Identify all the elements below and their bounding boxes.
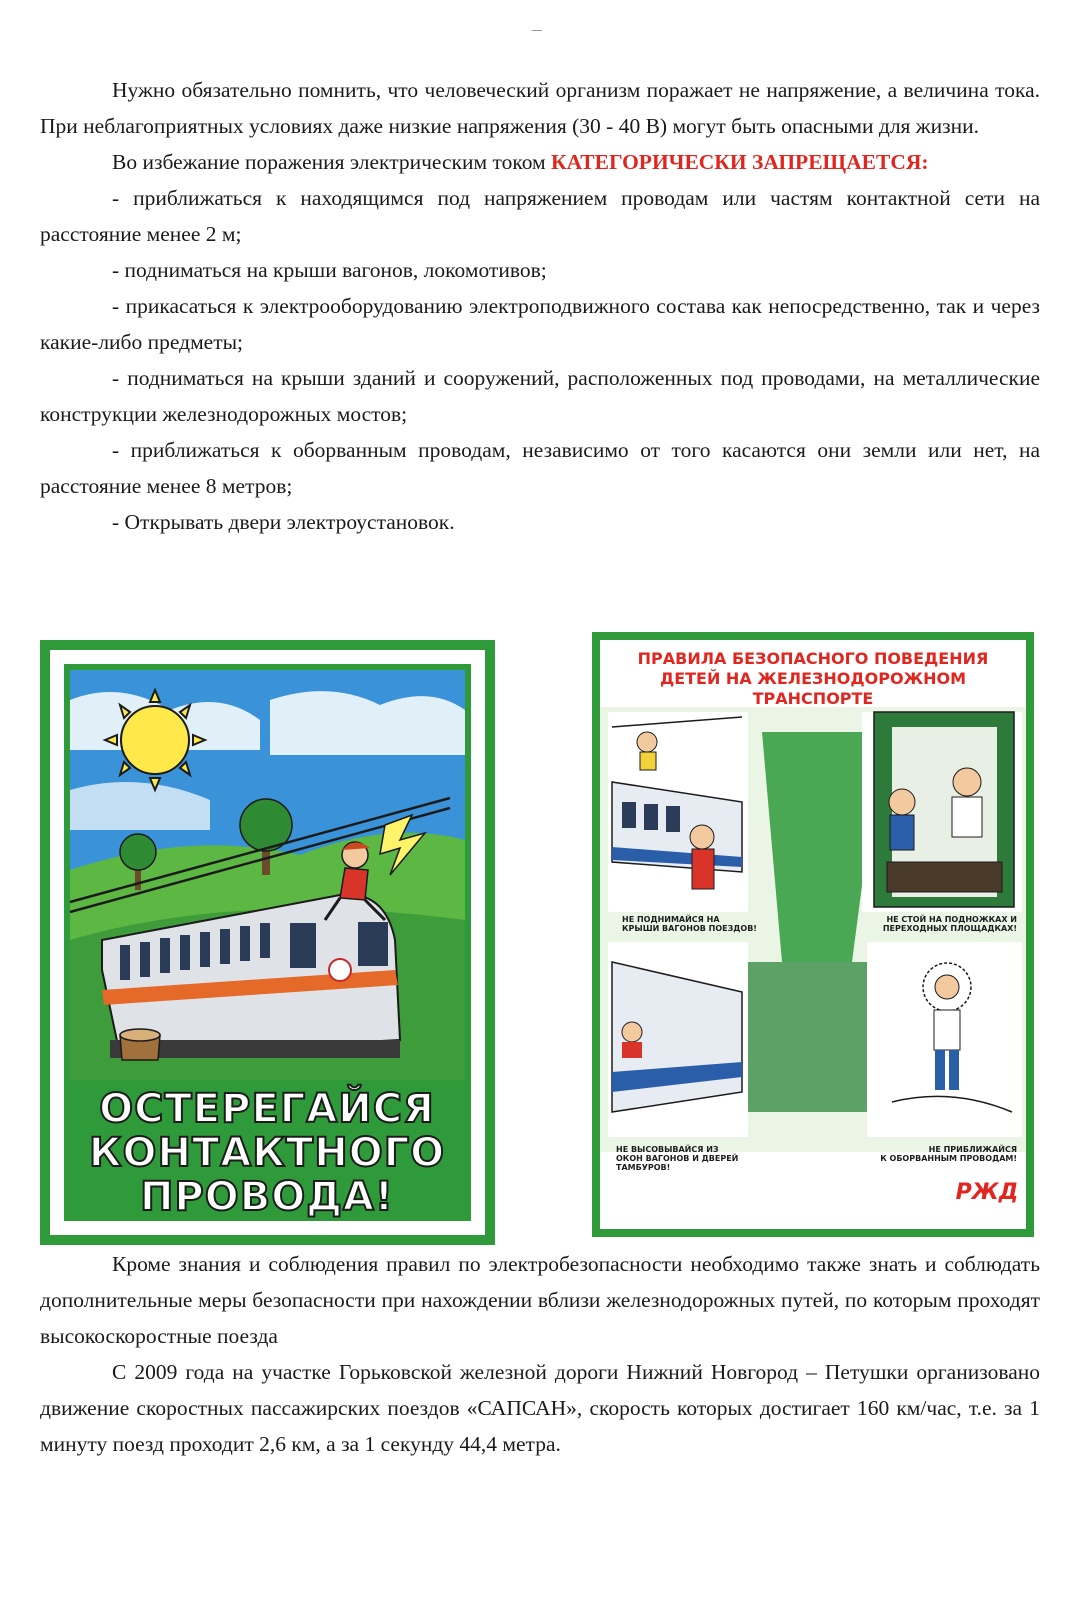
paragraph-prohibition-lead [40, 144, 1040, 180]
poster-right-title-line-1: ПРАВИЛА БЕЗОПАСНОГО ПОВЕДЕНИЯ [637, 649, 989, 668]
panel-1-caption-line-2: КРЫШИ ВАГОНОВ ПОЕЗДОВ! [622, 924, 757, 933]
panel-3-caption-line-1: НЕ ВЫСОВЫВАЙСЯ ИЗ [616, 1145, 719, 1154]
page-mark [532, 30, 542, 31]
panel-2-caption-line-2: ПЕРЕХОДНЫХ ПЛОЩАДКАХ! [882, 924, 1017, 933]
tree-stump-icon [120, 1029, 160, 1060]
poster-right-illustration [592, 632, 1034, 1237]
list-item: - прикасаться к электрооборудованию электроподвижного состава как непосредственно, так и через какие-либо предметы; [40, 294, 1040, 354]
panel-3-caption-line-3: ТАМБУРОВ! [616, 1163, 671, 1172]
panel-broken-wire [867, 942, 1022, 1137]
paragraph-sapsan: С 2009 года на участке Горьковской железной дороги Нижний Новгород – Петушки организовано движение скоростных пассажирских поездов «САПСАН», скорость которых достигает 160 км/час, т.е. за 1 минуту поезд проходит 2,6 км, а за 1 секунду 44,4 метра. [40, 1360, 1040, 1456]
list-item: - приближаться к находящимся под напряжением проводам или частям контактной сети на расстояние менее 2 м; [40, 186, 1040, 246]
panel-window [608, 942, 748, 1137]
list-item: - подниматься на крыши вагонов, локомотивов; [112, 258, 547, 282]
poster-left-title-line-2: КОНТАКТНОГО [88, 1130, 446, 1176]
top-text-section [40, 72, 1040, 540]
prohibition-emphasis: КАТЕГОРИЧЕСКИ ЗАПРЕЩАЕТСЯ: [551, 150, 929, 174]
panel-4-caption-line-2: К ОБОРВАННЫМ ПРОВОДАМ! [880, 1154, 1017, 1163]
panel-roof-train [608, 712, 748, 912]
sun-icon [105, 690, 205, 790]
poster-right-title-line-2: ДЕТЕЙ НА ЖЕЛЕЗНОДОРОЖНОМ [659, 669, 967, 688]
poster-beware-contact-wire [40, 640, 495, 1245]
poster-left-title-line-1: ОСТЕРЕГАЙСЯ [99, 1086, 435, 1132]
bottom-text-section [40, 1246, 1040, 1462]
panel-3-caption-line-2: ОКОН ВАГОНОВ И ДВЕРЕЙ [616, 1154, 739, 1163]
paragraph-additional-measures: Кроме знания и соблюдения правил по электробезопасности необходимо также знать и соблюдать дополнительные меры безопасности при нахождении вблизи железнодорожных путей, по которым проходят высокоскоростные поезда [40, 1252, 1040, 1348]
poster-left-illustration [40, 640, 495, 1245]
panel-footboard [862, 712, 1022, 912]
rzd-logo: РЖД [955, 1180, 1019, 1205]
list-item: - Открывать двери электроустановок. [112, 510, 455, 534]
poster-right-title-line-3: ТРАНСПОРТЕ [752, 689, 874, 708]
panel-2-caption-line-1: НЕ СТОЙ НА ПОДНОЖКАХ И [886, 915, 1017, 924]
panel-1-caption-line-1: НЕ ПОДНИМАЙСЯ НА [622, 915, 720, 924]
list-item: - подниматься на крыши зданий и сооружений, расположенных под проводами, на металлические конструкции железнодорожных мостов; [40, 366, 1040, 426]
panel-4-caption-line-1: НЕ ПРИБЛИЖАЙСЯ [928, 1145, 1017, 1154]
poster-left-title-line-3: ПРОВОДА! [139, 1174, 395, 1220]
prohibition-lead-text: Во избежание поражения электрическим током [112, 150, 552, 174]
paragraph-intro: Нужно обязательно помнить, что человеческий организм поражает не напряжение, а величина тока. При неблагоприятных условиях даже низкие напряжения (30 - 40 В) могут быть опасными для жизни. [40, 78, 1040, 138]
poster-child-safety-rules [592, 632, 1034, 1237]
list-item: - приближаться к оборванным проводам, независимо от того касаются они земли или нет, на расстояние менее 8 метров; [40, 438, 1040, 498]
